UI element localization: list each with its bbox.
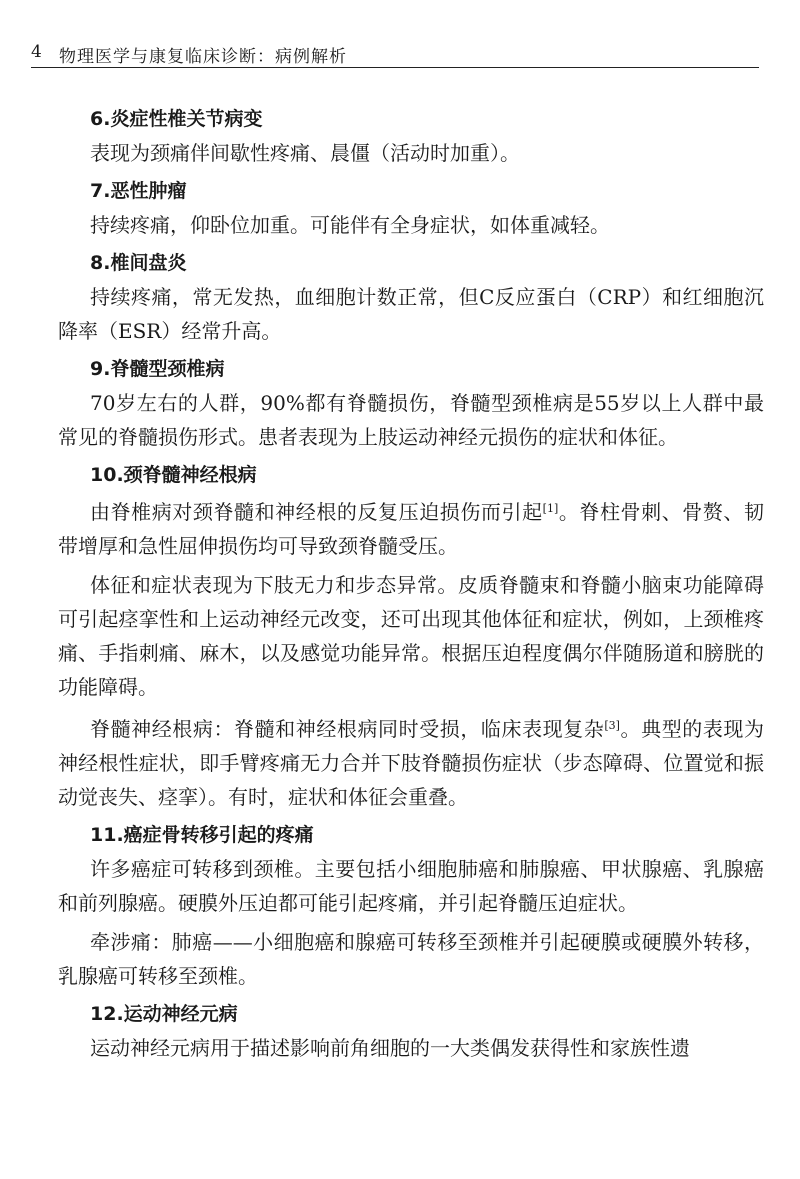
header-rule: [31, 67, 759, 68]
page-number: 4: [31, 42, 42, 62]
citation-ref: [1]: [542, 502, 559, 515]
page-header: [31, 40, 759, 70]
paragraph: 表现为颈痛伴间歇性疼痛、晨僵（活动时加重）。: [90, 141, 520, 165]
paragraph: 70岁左右的人群，90%都有脊髓损伤，脊髓型颈椎病是55岁以上人群中最常见的脊髓损伤形式。患者表现为上肢运动神经元损伤的症状和体征。: [58, 391, 764, 449]
paragraph-text: 脊髓神经根病：脊髓和神经根病同时受损，临床表现复杂: [90, 717, 605, 741]
section-heading-9: 9.脊髓型颈椎病: [90, 358, 225, 380]
paragraph: 持续疼痛，仰卧位加重。可能伴有全身症状，如体重减轻。: [90, 213, 610, 237]
section-heading-6: 6.炎症性椎关节病变: [90, 108, 263, 130]
paragraph-text: 。脊柱骨刺、骨赘、韧带增厚和急性屈伸损伤均可导致颈脊髓受压。: [58, 500, 765, 558]
page-body: [58, 103, 764, 1070]
paragraph: 许多癌症可转移到颈椎。主要包括小细胞肺癌和肺腺癌、甲状腺癌、乳腺癌和前列腺癌。硬膜外压迫都可能引起疼痛，并引起脊髓压迫症状。: [58, 857, 764, 915]
section-heading-12: 12.运动神经元病: [90, 1003, 238, 1025]
paragraph-text: 由脊椎病对颈脊髓和神经根的反复压迫损伤而引起: [90, 500, 543, 524]
paragraph: 牵涉痛：肺癌——小细胞癌和腺癌可转移至颈椎并引起硬膜或硬膜外转移，乳腺癌可转移至颈椎。: [58, 930, 764, 988]
section-heading-7: 7.恶性肿瘤: [90, 180, 187, 202]
section-heading-8: 8.椎间盘炎: [90, 252, 187, 274]
citation-ref: [3]: [604, 719, 620, 732]
paragraph: [58, 709, 764, 814]
paragraph-text: 。典型的表现为神经根性症状，即手臂疼痛无力合并下肢脊髓损伤症状（步态障碍、位置觉和振动觉丧失、痉挛）。有时，症状和体征会重叠。: [58, 717, 765, 809]
paragraph: 体征和症状表现为下肢无力和步态异常。皮质脊髓束和脊髓小脑束功能障碍可引起痉挛性和上运动神经元改变，还可出现其他体征和症状，例如，上颈椎疼痛、手指刺痛、麻木，以及感觉功能异常。根据压迫程度偶尔伴随肠道和膀胱的功能障碍。: [58, 573, 764, 699]
section-heading-10: 10.颈脊髓神经根病: [90, 464, 257, 486]
running-title: 物理医学与康复临床诊断：病例解析: [59, 47, 347, 67]
paragraph: 运动神经元病用于描述影响前角细胞的一大类偶发获得性和家族性遗: [90, 1036, 690, 1060]
paragraph: [58, 492, 764, 563]
section-heading-11: 11.癌症骨转移引起的疼痛: [90, 824, 314, 846]
paragraph: 持续疼痛，常无发热，血细胞计数正常，但C反应蛋白（CRP）和红细胞沉降率（ESR）经常升高。: [58, 285, 764, 343]
